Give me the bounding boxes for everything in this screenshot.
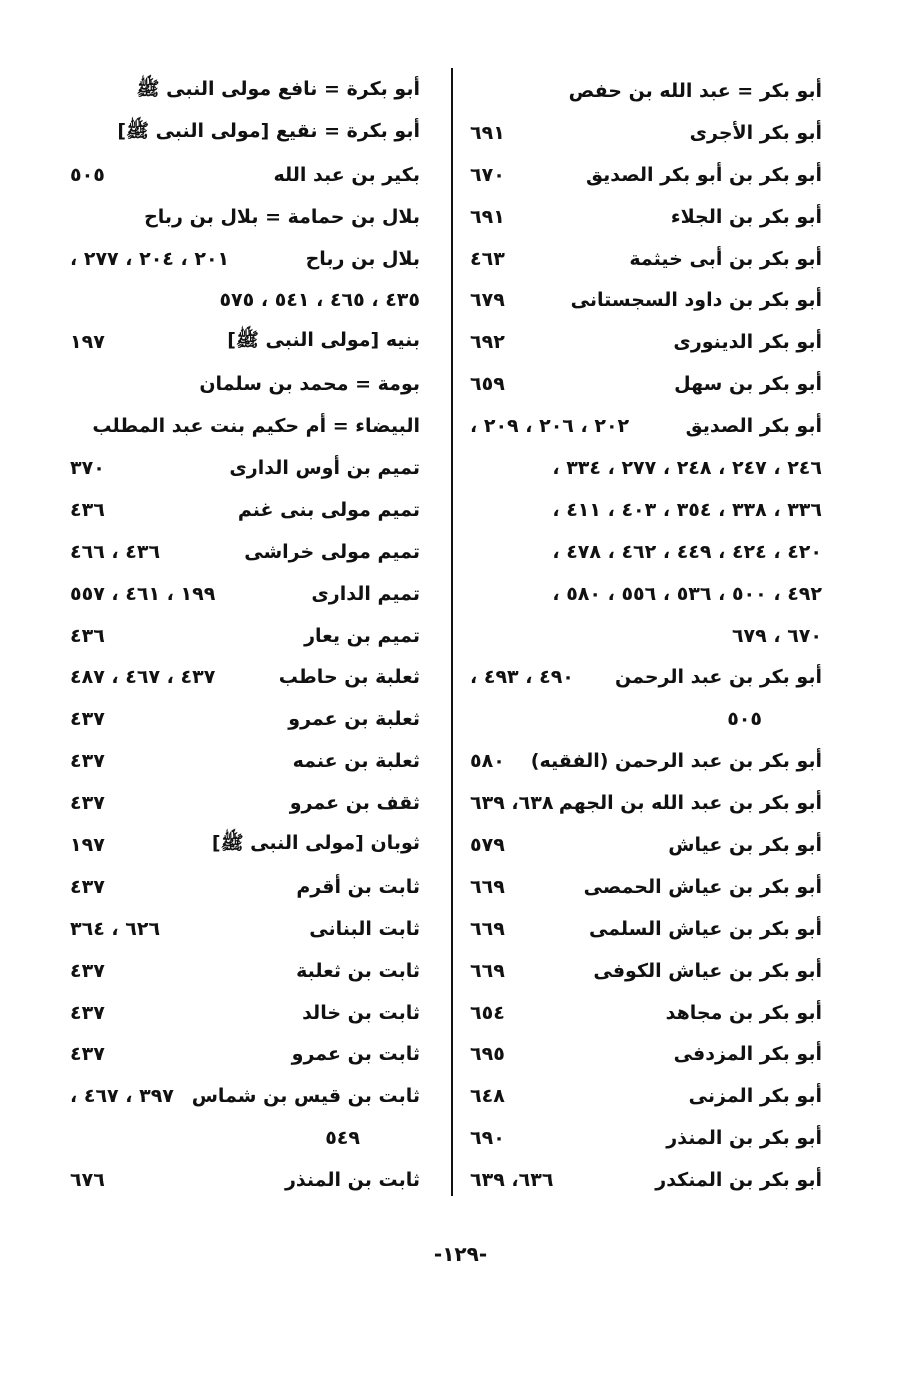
- entry-pages: ٤٣٦: [70, 498, 105, 521]
- entry-pages: ٥٧٩: [470, 833, 505, 856]
- entry-name: ثابت البنانى: [309, 917, 420, 940]
- index-entry: [70, 573, 420, 615]
- entry-pages: ٤٩٠ ، ٤٩٣ ،: [470, 666, 574, 689]
- entry-pages: ٦٧٩: [470, 289, 505, 312]
- entry-name: ثابت بن أقرم: [296, 875, 420, 898]
- index-entry: [70, 1117, 420, 1159]
- index-entry: [470, 656, 822, 698]
- entry-pages: ٦٧٠: [470, 163, 505, 186]
- index-entry: [470, 405, 822, 447]
- entry-pages: ٦٩١: [470, 205, 505, 228]
- index-entry: [470, 321, 822, 363]
- index-entry: [70, 112, 420, 154]
- column-divider: [451, 68, 453, 1196]
- entry-pages: ٦٦٩: [470, 875, 505, 898]
- entry-pages: ٢٠٢ ، ٢٠٦ ، ٢٠٩ ،: [470, 415, 630, 438]
- entry-pages: ٦٥٤: [470, 1001, 505, 1024]
- index-entry: [70, 70, 420, 112]
- entry-pages: ٤٣٧: [70, 708, 105, 731]
- entry-name: أبو بكرة = نقيع [مولى النبى ﷺ]: [117, 119, 420, 142]
- index-entry: [470, 698, 822, 740]
- entry-pages: ٣٣٦ ، ٣٣٨ ، ٣٥٤ ، ٤٠٣ ، ٤١١ ،: [552, 498, 822, 521]
- entry-pages: ٤٣٧: [70, 875, 105, 898]
- index-entry: [70, 447, 420, 489]
- entry-pages: ١٩٧: [70, 833, 105, 856]
- index-entry: [470, 908, 822, 950]
- entry-name: أبو بكر بن عياش: [668, 833, 822, 856]
- index-entry: [70, 740, 420, 782]
- entry-name: تميم مولى خراشى: [244, 540, 420, 563]
- entry-name: أبو بكر بن عياش السلمى: [588, 917, 822, 940]
- entry-name: أبو بكر بن داود السجستانى: [570, 289, 822, 312]
- entry-name: ثابت بن ثعلبة: [296, 959, 420, 982]
- index-entry: [70, 1075, 420, 1117]
- entry-name: أبو بكرة = نافع مولى النبى ﷺ: [136, 77, 420, 100]
- index-entry: [70, 489, 420, 531]
- entry-pages: ٤٣٧: [70, 750, 105, 773]
- entry-name: ثابت بن خالد: [302, 1001, 420, 1024]
- entry-name: أبو بكر المزنى: [688, 1085, 822, 1108]
- entry-name: أبو بكر بن عياش الكوفى: [593, 959, 822, 982]
- entry-pages: ٦٦٩: [470, 959, 505, 982]
- entry-pages: ٦٩٥: [470, 1043, 505, 1066]
- entry-name: أبو بكر المزدفى: [673, 1043, 822, 1066]
- index-entry: [70, 866, 420, 908]
- entry-name: أبو بكر = عبد الله بن حفص: [568, 79, 822, 102]
- entry-pages: ٤٣٧: [70, 1043, 105, 1066]
- index-entry: [470, 489, 822, 531]
- entry-name: أبو بكر بن أبى خيثمة: [629, 247, 822, 270]
- entry-pages: ٤٣٧ ، ٤٦٧ ، ٤٨٧: [70, 666, 216, 689]
- page-number: -١٢٩-: [433, 1242, 488, 1266]
- entry-pages: ٦٩١: [470, 121, 505, 144]
- index-entry: [70, 154, 420, 196]
- entry-pages: ٤٦٣: [470, 247, 505, 270]
- entry-pages: ١٩٧: [70, 331, 105, 354]
- entry-name: بكير بن عبد الله: [273, 163, 420, 186]
- entry-name: بومة = محمد بن سلمان: [199, 373, 420, 396]
- index-entry: [70, 824, 420, 866]
- index-entry: [470, 363, 822, 405]
- index-entry: [470, 238, 822, 280]
- entry-name: أبو بكر بن المنكدر: [655, 1169, 822, 1192]
- entry-name: أبو بكر الدينورى: [673, 331, 822, 354]
- index-entry: [70, 1033, 420, 1075]
- index-entry: [470, 196, 822, 238]
- index-entry: [470, 531, 822, 573]
- index-entry: [470, 573, 822, 615]
- entry-pages: ٦٩٢: [470, 331, 505, 354]
- entry-pages: ٦٤٨: [470, 1085, 505, 1108]
- entry-pages: ٦٦٩: [470, 917, 505, 940]
- entry-name: أبو بكر بن عبد الله بن الجهم: [558, 792, 822, 815]
- entry-pages: ٤٣٧: [70, 1001, 105, 1024]
- entry-name: أبو بكر بن الجلاء: [670, 205, 822, 228]
- index-entry: [470, 279, 822, 321]
- index-entry: [70, 321, 420, 363]
- entry-pages: ٤٩٢ ، ٥٠٠ ، ٥٣٦ ، ٥٥٦ ، ٥٨٠ ،: [552, 582, 822, 605]
- entry-pages: ٤٢٠ ، ٤٢٤ ، ٤٤٩ ، ٤٦٢ ، ٤٧٨ ،: [552, 540, 822, 563]
- index-entry: [70, 363, 420, 405]
- entry-name: تميم بن أوس الدارى: [229, 456, 420, 479]
- entry-pages: ٦٥٩: [470, 373, 505, 396]
- right-column: [470, 70, 822, 1201]
- entry-pages: ٦٢٦ ، ٣٦٤: [70, 917, 161, 940]
- entry-pages: ٤٣٦: [70, 624, 105, 647]
- entry-pages: ٥٨٠: [470, 750, 505, 773]
- index-entry: [70, 615, 420, 657]
- index-entry: [470, 950, 822, 992]
- index-entry: [70, 908, 420, 950]
- index-entry: [470, 70, 822, 112]
- entry-name: ثابت بن عمرو: [291, 1043, 420, 1066]
- index-entry: [70, 656, 420, 698]
- left-column: [70, 70, 420, 1201]
- entry-pages: ٤٣٧: [70, 959, 105, 982]
- entry-name: تميم الدارى: [311, 582, 420, 605]
- index-entry: [70, 950, 420, 992]
- entry-name: بلال بن رباح: [305, 247, 420, 270]
- entry-pages: ٤٣٧: [70, 792, 105, 815]
- entry-pages: ٥٠٥: [727, 708, 762, 731]
- entry-name: تميم بن يعار: [304, 624, 420, 647]
- index-entry: [470, 154, 822, 196]
- index-entry: [470, 866, 822, 908]
- entry-pages: ٦٣٦، ٦٣٩: [470, 1169, 554, 1192]
- index-entry: [470, 112, 822, 154]
- entry-pages: ٦٧٦: [70, 1169, 105, 1192]
- entry-pages: ٦٣٨، ٦٣٩: [470, 792, 554, 815]
- index-entry: [70, 698, 420, 740]
- entry-name: ثابت بن المنذر: [284, 1169, 420, 1192]
- index-entry: [70, 782, 420, 824]
- entry-name: ثقف بن عمرو: [289, 792, 420, 815]
- index-entry: [470, 447, 822, 489]
- entry-name: أبو بكر الأجرى: [689, 121, 822, 144]
- entry-pages: ٣٩٧ ، ٤٦٧ ،: [70, 1085, 174, 1108]
- entry-name: أبو بكر بن عبد الرحمن: [615, 666, 822, 689]
- entry-name: البيضاء = أم حكيم بنت عبد المطلب: [92, 415, 420, 438]
- entry-name: ثوبان [مولى النبى ﷺ]: [211, 831, 420, 854]
- index-entry: [470, 824, 822, 866]
- entry-name: ثعلبة بن عمرو: [288, 708, 420, 731]
- index-entry: [470, 740, 822, 782]
- entry-pages: ٢٤٦ ، ٢٤٧ ، ٢٤٨ ، ٢٧٧ ، ٣٣٤ ،: [552, 456, 822, 479]
- index-entry: [470, 1033, 822, 1075]
- entry-name: أبو بكر بن المنذر: [666, 1127, 822, 1150]
- entry-name: ثابت بن قيس بن شماس: [191, 1085, 420, 1108]
- entry-pages: ٢٠١ ، ٢٠٤ ، ٢٧٧ ،: [70, 247, 230, 270]
- index-entry: [70, 238, 420, 280]
- index-entry: [470, 1075, 822, 1117]
- index-entry: [470, 1159, 822, 1201]
- index-entry: [470, 782, 822, 824]
- entry-name: أبو بكر بن أبو بكر الصديق: [585, 163, 822, 186]
- index-entry: [70, 1159, 420, 1201]
- entry-name: بنيه [مولى النبى ﷺ]: [227, 329, 420, 352]
- entry-name: ثعلبة بن حاطب: [278, 666, 420, 689]
- entry-name: أبو بكر الصديق: [685, 415, 822, 438]
- entry-name: أبو بكر بن سهل: [674, 373, 822, 396]
- index-entry: [70, 531, 420, 573]
- entry-pages: ٤٣٥ ، ٤٦٥ ، ٥٤١ ، ٥٧٥: [219, 289, 420, 312]
- entry-pages: ٦٧٠ ، ٦٧٩: [731, 624, 822, 647]
- index-entry: [470, 615, 822, 657]
- entry-name: ثعلبة بن عنمه: [292, 750, 420, 773]
- entry-name: أبو بكر بن عياش الحمصى: [583, 875, 822, 898]
- index-entry: [70, 279, 420, 321]
- index-entry: [470, 1117, 822, 1159]
- entry-name: تميم مولى بنى غنم: [237, 498, 420, 521]
- entry-name: بلال بن حمامة = بلال بن رباح: [144, 205, 420, 228]
- entry-pages: ٣٧٠: [70, 456, 105, 479]
- entry-name: أبو بكر بن مجاهد: [665, 1001, 822, 1024]
- index-entry: [70, 992, 420, 1034]
- entry-pages: ٤٣٦ ، ٤٦٦: [70, 540, 161, 563]
- entry-pages: ٦٩٠: [470, 1127, 505, 1150]
- entry-name: أبو بكر بن عبد الرحمن (الفقيه): [530, 750, 822, 773]
- index-entry: [70, 405, 420, 447]
- entry-pages: ١٩٩ ، ٤٦١ ، ٥٥٧: [70, 582, 216, 605]
- entry-pages: ٥٠٥: [70, 163, 105, 186]
- entry-pages: ٥٤٩: [325, 1127, 360, 1150]
- index-entry: [70, 196, 420, 238]
- index-entry: [470, 992, 822, 1034]
